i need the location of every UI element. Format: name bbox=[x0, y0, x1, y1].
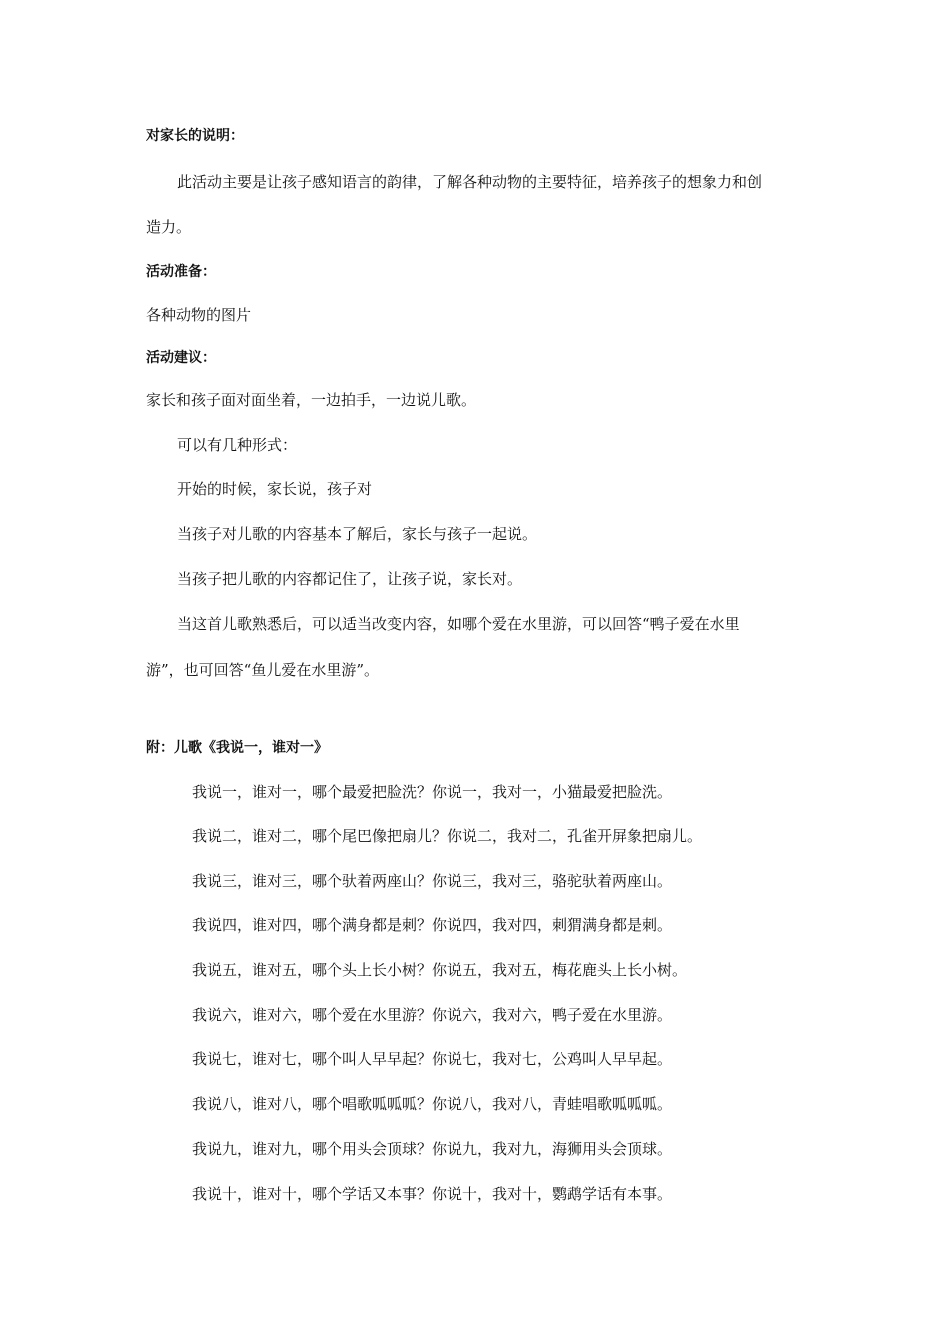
parent-note-heading: 对家长的说明： bbox=[146, 128, 244, 144]
song-line: 我说十，谁对十，哪个学话又本事？你说十，我对十，鹦鹉学话有本事。 bbox=[192, 1185, 673, 1203]
preparation-heading: 活动准备： bbox=[146, 264, 216, 280]
suggestion-form-item: 当孩子把儿歌的内容都记住了，让孩子说，家长对。 bbox=[177, 570, 523, 588]
song-heading: 附：儿歌《我说一，谁对一》 bbox=[146, 740, 328, 756]
song-line: 我说七，谁对七，哪个叫人早早起？你说七，我对七，公鸡叫人早早起。 bbox=[192, 1050, 673, 1068]
song-line: 我说八，谁对八，哪个唱歌呱呱呱？你说八，我对八，青蛙唱歌呱呱呱。 bbox=[192, 1095, 673, 1113]
parent-note-paragraph-line1: 此活动主要是让孩子感知语言的韵律，了解各种动物的主要特征，培养孩子的想象力和创 bbox=[177, 173, 763, 191]
song-line: 我说二，谁对二，哪个尾巴像把扇儿？你说二，我对二，孔雀开屏象把扇儿。 bbox=[192, 827, 703, 845]
suggestion-form-item: 开始的时候，家长说，孩子对 bbox=[177, 480, 373, 498]
song-line: 我说一，谁对一，哪个最爱把脸洗？你说一，我对一，小猫最爱把脸洗。 bbox=[192, 783, 673, 801]
suggestion-heading: 活动建议： bbox=[146, 350, 216, 366]
song-line: 我说六，谁对六，哪个爱在水里游？你说六，我对六，鸭子爱在水里游。 bbox=[192, 1006, 673, 1024]
song-line: 我说三，谁对三，哪个驮着两座山？你说三，我对三，骆驼驮着两座山。 bbox=[192, 872, 673, 890]
suggestion-variation-line1: 当这首儿歌熟悉后，可以适当改变内容，如哪个爱在水里游，可以回答“鸭子爱在水里 bbox=[177, 615, 740, 633]
preparation-text: 各种动物的图片 bbox=[146, 306, 252, 324]
suggestion-intro: 家长和孩子面对面坐着，一边拍手，一边说儿歌。 bbox=[146, 391, 477, 409]
suggestion-variation-line2: 游”，也可回答“鱼儿爱在水里游”。 bbox=[146, 661, 380, 679]
song-line: 我说九，谁对九，哪个用头会顶球？你说九，我对九，海狮用头会顶球。 bbox=[192, 1140, 673, 1158]
suggestion-form-item: 当孩子对儿歌的内容基本了解后，家长与孩子一起说。 bbox=[177, 525, 538, 543]
suggestion-forms-intro: 可以有几种形式： bbox=[177, 436, 298, 454]
parent-note-paragraph-line2: 造力。 bbox=[146, 218, 192, 236]
song-line: 我说四，谁对四，哪个满身都是刺？你说四，我对四，刺猬满身都是刺。 bbox=[192, 916, 673, 934]
song-line: 我说五，谁对五，哪个头上长小树？你说五，我对五，梅花鹿头上长小树。 bbox=[192, 961, 688, 979]
